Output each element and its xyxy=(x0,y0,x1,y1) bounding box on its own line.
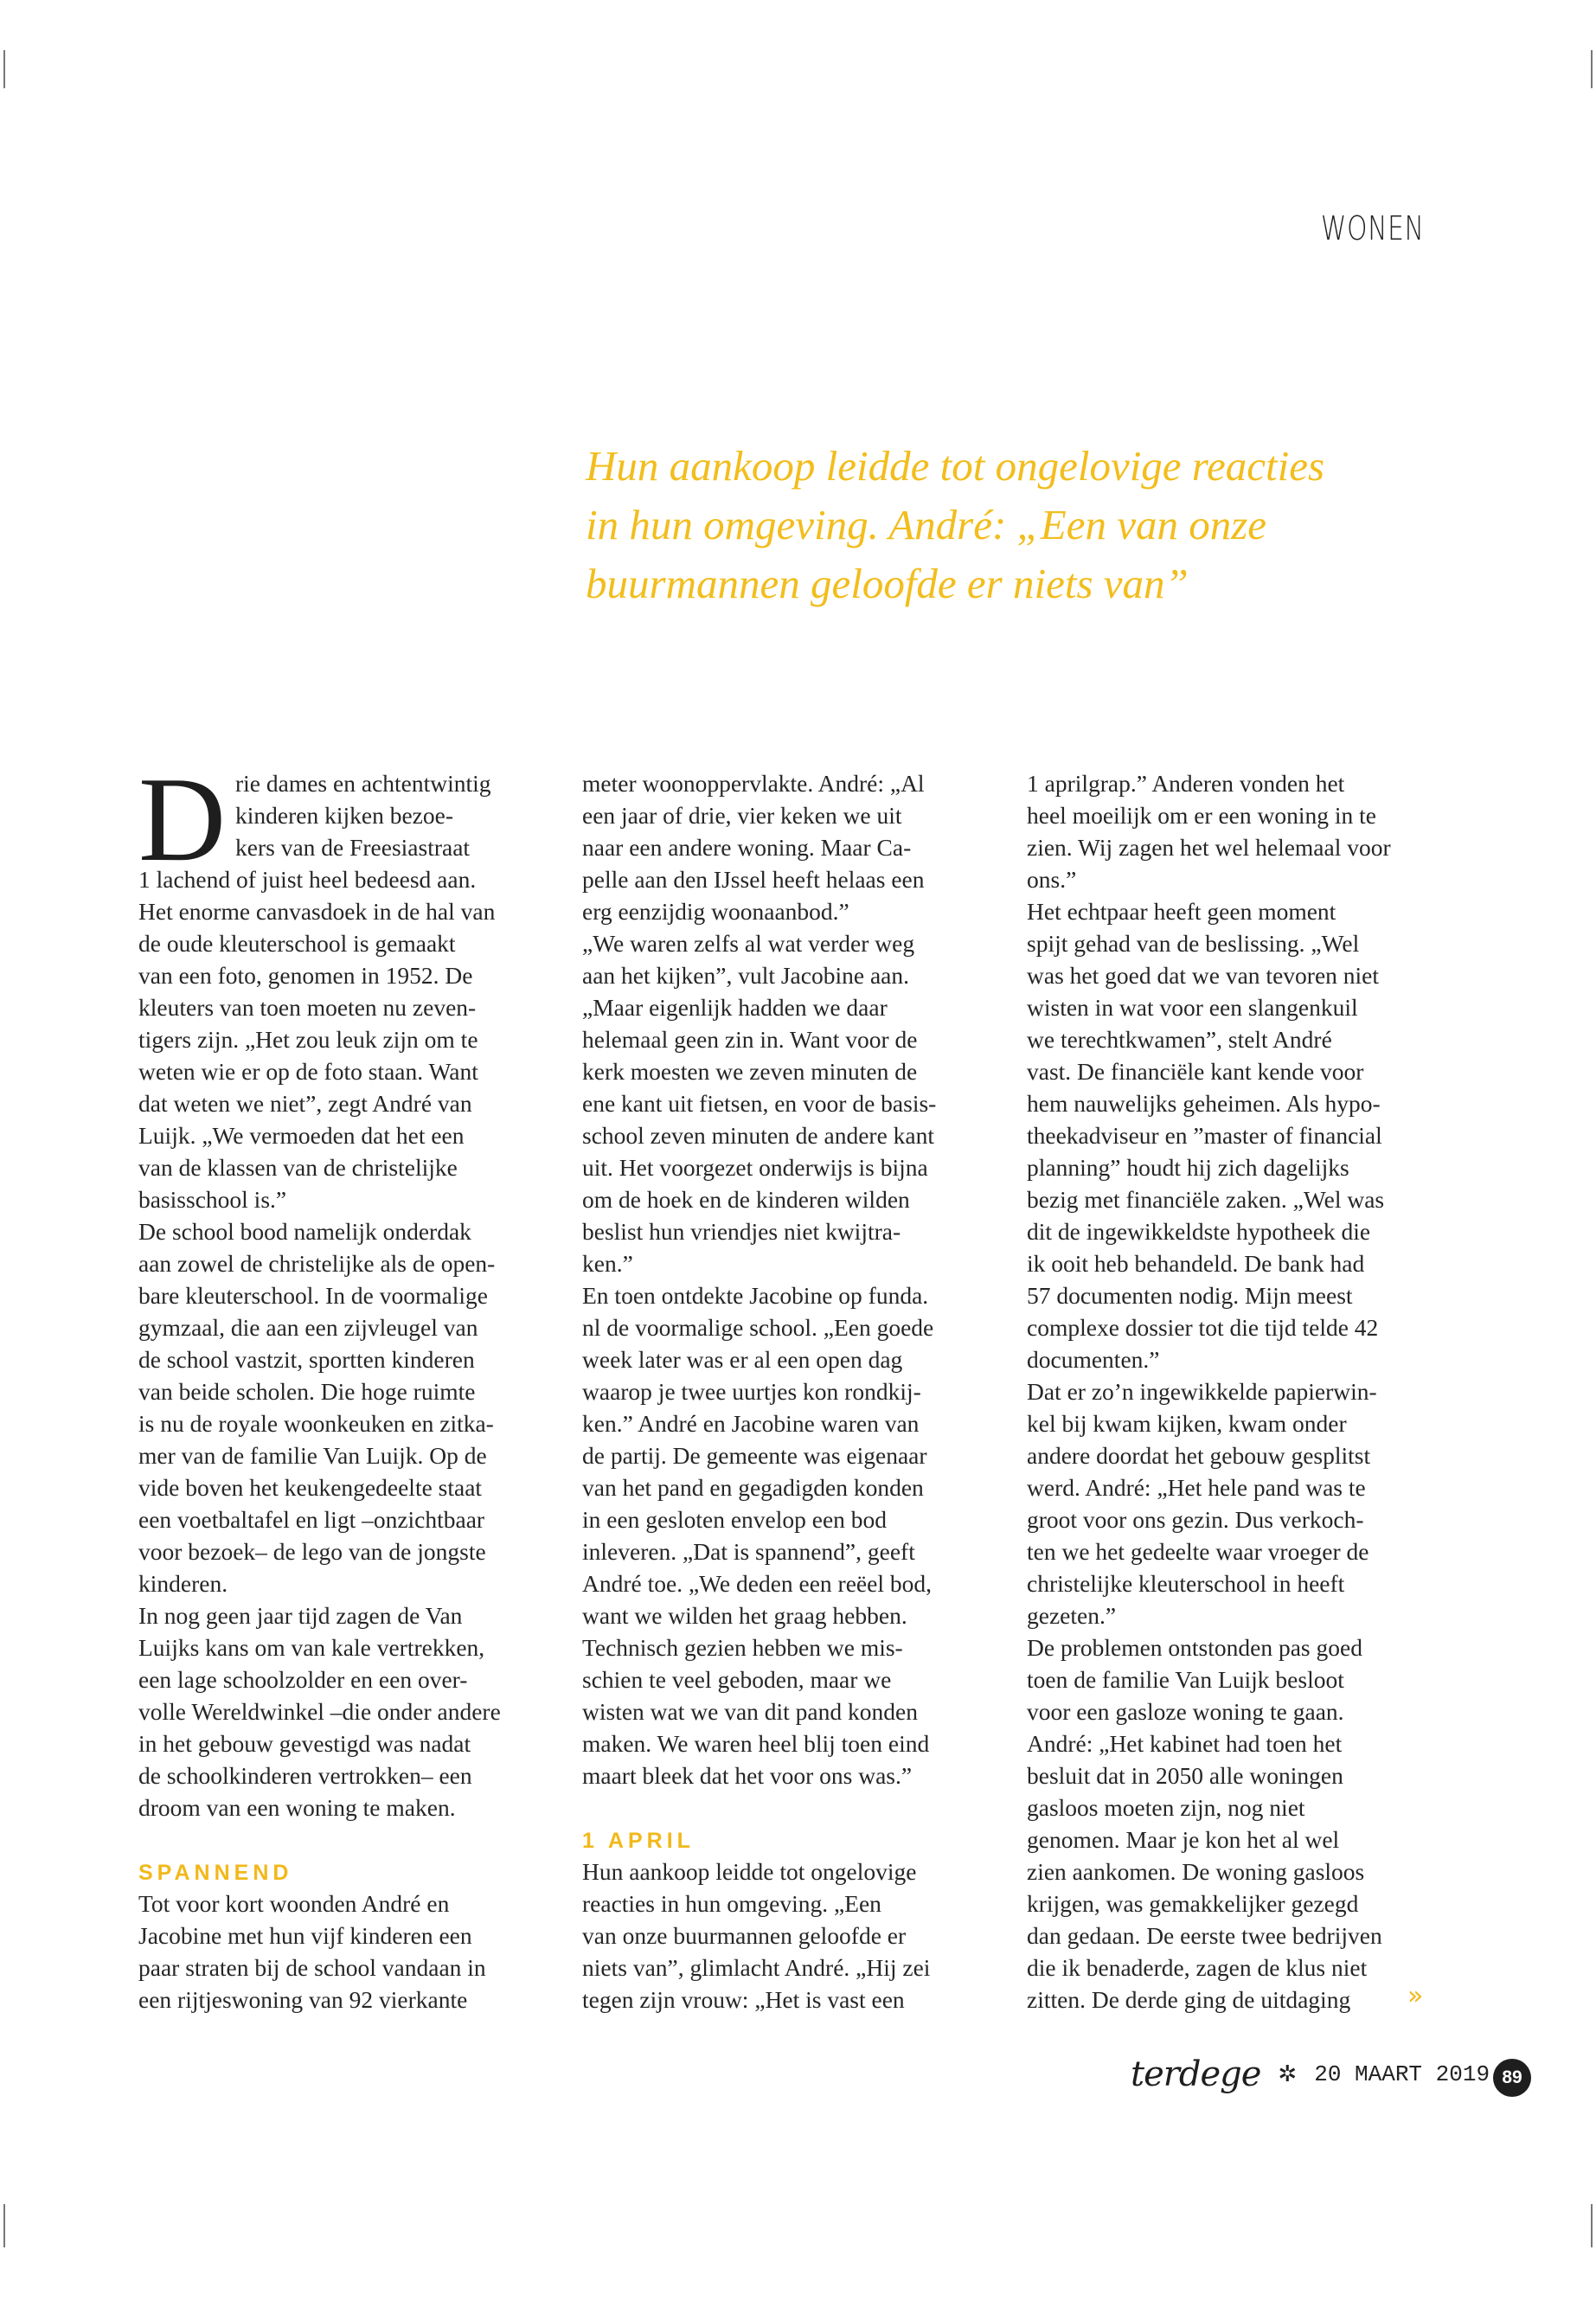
section-heading: 1 APRIL xyxy=(582,1829,695,1853)
text-line: dat weten we niet”, zegt André van xyxy=(138,1090,472,1117)
text-line: Tot voor kort woonden André en xyxy=(138,1890,450,1917)
asterisk-icon: ✲ xyxy=(1278,2061,1298,2086)
text-line: zien aankomen. De woning gasloos xyxy=(1027,1858,1365,1885)
text-line: Luijks kans om van kale vertrekken, xyxy=(138,1634,485,1661)
text-line: andere doordat het gebouw gesplitst xyxy=(1027,1442,1371,1469)
text-line: gasloos moeten zijn, nog niet xyxy=(1027,1794,1305,1821)
text-line: toen de familie Van Luijk besloot xyxy=(1027,1666,1344,1693)
text-line: waarop je twee uurtjes kon rondkij- xyxy=(582,1378,921,1405)
text-line: complexe dossier tot die tijd telde 42 xyxy=(1027,1314,1379,1341)
text-line: bezig met financiële zaken. „Wel was xyxy=(1027,1186,1385,1213)
section-label: WONEN xyxy=(1321,209,1425,247)
text-line: gymzaal, die aan een zijvleugel van xyxy=(138,1314,478,1341)
text-line: rie dames en achtentwintig xyxy=(235,770,491,797)
text-line: in het gebouw gevestigd was nadat xyxy=(138,1730,471,1757)
text-line: Het echtpaar heeft geen moment xyxy=(1027,898,1336,925)
text-line: Luijk. „We vermoeden dat het een xyxy=(138,1122,465,1149)
text-line: paar straten bij de school vandaan in xyxy=(138,1954,486,1981)
text-line: erg eenzijdig woonaanbod.” xyxy=(582,898,849,925)
text-line: om de hoek en de kinderen wilden xyxy=(582,1186,910,1213)
text-line: 1 aprilgrap.” Anderen vonden het xyxy=(1027,770,1345,797)
crop-mark xyxy=(1591,50,1593,88)
text-line: droom van een woning te maken. xyxy=(138,1794,456,1821)
text-line: maken. We waren heel blij toen eind xyxy=(582,1730,930,1757)
text-line: niets van”, glimlacht André. „Hij zei xyxy=(582,1954,931,1981)
text-line: theekadviseur en ”master of financial xyxy=(1027,1122,1382,1149)
text-line: die ik benaderde, zagen de klus niet xyxy=(1027,1954,1368,1981)
text-line: christelijke kleuterschool in heeft xyxy=(1027,1570,1345,1597)
text-line: in een gesloten envelop een bod xyxy=(582,1506,888,1533)
text-line: ons.” xyxy=(1027,866,1077,893)
text-line: ken.” xyxy=(582,1250,633,1277)
pull-quote-line: buurmannen geloofde er niets van” xyxy=(586,560,1189,607)
text-line: schien te veel geboden, maar we xyxy=(582,1666,892,1693)
text-line: spijt gehad van de beslissing. „Wel xyxy=(1027,930,1360,957)
text-line: ken.” André en Jacobine waren van xyxy=(582,1410,920,1437)
text-line: ene kant uit fietsen, en voor de basis- xyxy=(582,1090,937,1117)
text-line: de school vastzit, sportten kinderen xyxy=(138,1346,475,1373)
text-line: een jaar of drie, vier keken we uit xyxy=(582,802,902,829)
text-line: kel bij kwam kijken, kwam onder xyxy=(1027,1410,1347,1437)
text-line: aan zowel de christelijke als de open- xyxy=(138,1250,496,1277)
text-line: gezeten.” xyxy=(1027,1602,1117,1629)
text-line: De problemen ontstonden pas goed xyxy=(1027,1634,1362,1661)
text-line: André: „Het kabinet had toen het xyxy=(1027,1730,1343,1757)
drop-cap: D xyxy=(138,753,227,887)
text-line: een lage schoolzolder en een over- xyxy=(138,1666,468,1693)
text-line: In nog geen jaar tijd zagen de Van xyxy=(138,1602,463,1629)
text-line: genomen. Maar je kon het al wel xyxy=(1027,1826,1340,1853)
text-line: van onze buurmannen geloofde er xyxy=(582,1922,907,1949)
text-line: kleuters van toen moeten nu zeven- xyxy=(138,994,477,1021)
text-line: helemaal geen zin in. Want voor de xyxy=(582,1026,918,1053)
text-line: 1 lachend of juist heel bedeesd aan. xyxy=(138,866,477,893)
text-line: groot voor ons gezin. Dus verkoch- xyxy=(1027,1506,1364,1533)
crop-mark xyxy=(1591,2204,1593,2247)
text-line: Het enorme canvasdoek in de hal van xyxy=(138,898,496,925)
text-line: reacties in hun omgeving. „Een xyxy=(582,1890,881,1917)
text-line: werd. André: „Het hele pand was te xyxy=(1027,1474,1366,1501)
pull-quote-line: Hun aankoop leidde tot ongelovige reacties xyxy=(586,442,1325,490)
text-line: dan gedaan. De eerste twee bedrijven xyxy=(1027,1922,1382,1949)
text-line: aan het kijken”, vult Jacobine aan. xyxy=(582,962,909,989)
text-line: is nu de royale woonkeuken en zitka- xyxy=(138,1410,494,1437)
text-line: een voetbaltafel en ligt –onzichtbaar xyxy=(138,1506,485,1533)
pull-quote-line: in hun omgeving. André: „Een van onze xyxy=(586,501,1267,548)
magazine-logo: terdege xyxy=(1131,2054,1261,2094)
text-line: pelle aan den IJssel heeft helaas een xyxy=(582,866,925,893)
text-line: van beide scholen. Die hoge ruimte xyxy=(138,1378,476,1405)
text-line: Technisch gezien hebben we mis- xyxy=(582,1634,903,1661)
text-line: de schoolkinderen vertrokken– een xyxy=(138,1762,472,1789)
text-line: 57 documenten nodig. Mijn meest xyxy=(1027,1282,1353,1309)
continue-arrow-icon: » xyxy=(1407,1981,1424,2011)
text-line: kerk moesten we zeven minuten de xyxy=(582,1058,918,1085)
text-line: En toen ontdekte Jacobine op funda. xyxy=(582,1282,929,1309)
text-line: van een foto, genomen in 1952. De xyxy=(138,962,473,989)
text-line: documenten.” xyxy=(1027,1346,1160,1373)
text-line: was het goed dat we van tevoren niet xyxy=(1027,962,1380,989)
text-line: hem nauwelijks geheimen. Als hypo- xyxy=(1027,1090,1381,1117)
text-line: de partij. De gemeente was eigenaar xyxy=(582,1442,927,1469)
text-line: we terechtkwamen”, stelt André xyxy=(1027,1026,1332,1053)
text-line: kinderen kijken bezoe- xyxy=(235,802,453,829)
text-line: ik ooit heb behandeld. De bank had xyxy=(1027,1250,1365,1277)
text-line: tigers zijn. „Het zou leuk zijn om te xyxy=(138,1026,478,1053)
text-line: meter woonoppervlakte. André: „Al xyxy=(582,770,925,797)
crop-mark xyxy=(3,50,5,88)
text-line: Jacobine met hun vijf kinderen een xyxy=(138,1922,472,1949)
page-number: 89 xyxy=(1493,2059,1531,2097)
text-line: Dat er zo’n ingewikkelde papierwin- xyxy=(1027,1378,1377,1405)
text-line: André toe. „We deden een reëel bod, xyxy=(582,1570,932,1597)
text-line: nl de voormalige school. „Een goede xyxy=(582,1314,934,1341)
text-line: maart bleek dat het voor ons was.” xyxy=(582,1762,913,1789)
text-line: inleveren. „Dat is spannend”, geeft xyxy=(582,1538,915,1565)
section-heading: SPANNEND xyxy=(138,1861,293,1885)
text-line: basisschool is.” xyxy=(138,1186,287,1213)
crop-mark xyxy=(3,2204,5,2247)
text-line: voor bezoek– de lego van de jongste xyxy=(138,1538,486,1565)
text-line: beslist hun vriendjes niet kwijtra- xyxy=(582,1218,901,1245)
text-line: zitten. De derde ging de uitdaging xyxy=(1027,1986,1351,2013)
text-line: dit de ingewikkeldste hypotheek die xyxy=(1027,1218,1371,1245)
text-line: Hun aankoop leidde tot ongelovige xyxy=(582,1858,917,1885)
text-line: „We waren zelfs al wat verder weg xyxy=(582,930,915,957)
article-column-3 xyxy=(1027,767,1459,2016)
text-line: mer van de familie Van Luijk. Op de xyxy=(138,1442,487,1469)
text-line: planning” houdt hij zich dagelijks xyxy=(1027,1154,1349,1181)
article-column-1 xyxy=(138,753,571,2016)
page-footer xyxy=(1131,2054,1490,2094)
text-line: van de klassen van de christelijke xyxy=(138,1154,458,1181)
text-line: besluit dat in 2050 alle woningen xyxy=(1027,1762,1343,1789)
text-line: kinderen. xyxy=(138,1570,228,1597)
text-line: kers van de Freesiastraat xyxy=(235,834,471,861)
text-line: heel moeilijk om er een woning in te xyxy=(1027,802,1376,829)
text-line: want we wilden het graag hebben. xyxy=(582,1602,907,1629)
text-line: bare kleuterschool. In de voormalige xyxy=(138,1282,488,1309)
issue-date: 20 MAART 2019 xyxy=(1314,2061,1490,2087)
text-line: de oude kleuterschool is gemaakt xyxy=(138,930,456,957)
text-line: van het pand en gegadigden konden xyxy=(582,1474,924,1501)
article-column-2 xyxy=(582,767,1015,2016)
text-line: tegen zijn vrouw: „Het is vast een xyxy=(582,1986,905,2013)
pull-quote xyxy=(586,437,1451,613)
text-line: vide boven het keukengedeelte staat xyxy=(138,1474,483,1501)
text-line: uit. Het voorgezet onderwijs is bijna xyxy=(582,1154,928,1181)
text-line: wisten wat we van dit pand konden xyxy=(582,1698,918,1725)
text-line: De school bood namelijk onderdak xyxy=(138,1218,471,1245)
text-line: week later was er al een open dag xyxy=(582,1346,903,1373)
text-line: weten wie er op de foto staan. Want xyxy=(138,1058,478,1085)
text-line: volle Wereldwinkel –die onder andere xyxy=(138,1698,501,1725)
text-line: voor een gasloze woning te gaan. xyxy=(1027,1698,1344,1725)
text-line: een rijtjeswoning van 92 vierkante xyxy=(138,1986,468,2013)
text-line: zien. Wij zagen het wel helemaal voor xyxy=(1027,834,1391,861)
text-line: naar een andere woning. Maar Ca- xyxy=(582,834,912,861)
text-line: ten we het gedeelte waar vroeger de xyxy=(1027,1538,1369,1565)
text-line: krijgen, was gemakkelijker gezegd xyxy=(1027,1890,1359,1917)
text-line: vast. De financiële kant kende voor xyxy=(1027,1058,1364,1085)
text-line: „Maar eigenlijk hadden we daar xyxy=(582,994,888,1021)
text-line: school zeven minuten de andere kant xyxy=(582,1122,934,1149)
text-line: wisten in wat voor een slangenkuil xyxy=(1027,994,1358,1021)
